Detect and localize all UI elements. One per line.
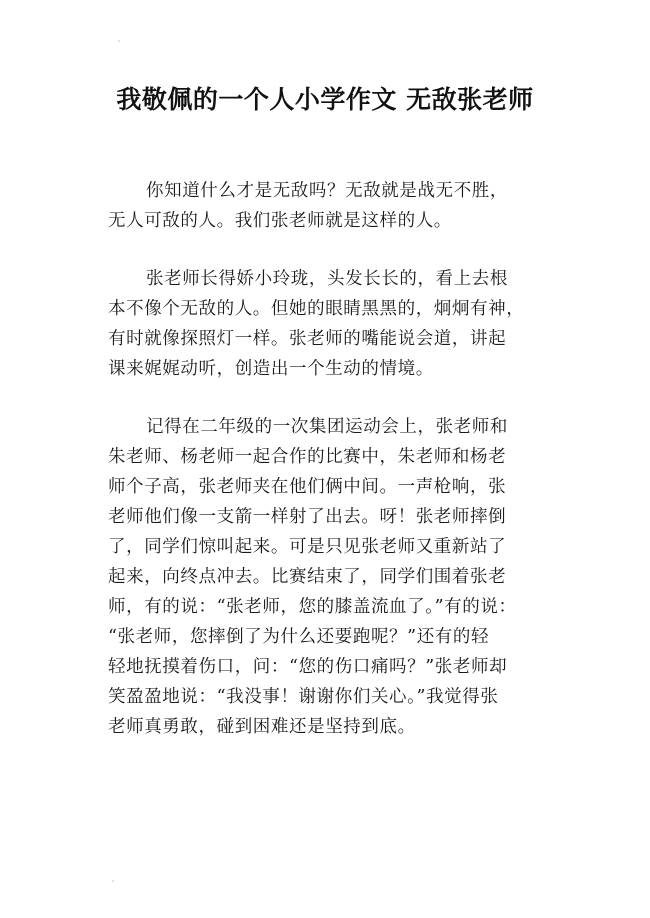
paragraph-line: 老师他们像一支箭一样射了出去。呀！张老师摔倒 — [108, 507, 507, 527]
paragraph-line: 起来，向终点冲去。比赛结束了，同学们围着张老 — [108, 567, 507, 587]
document-title: 我敬佩的一个人小学作文 无敌张老师 — [116, 85, 534, 114]
paragraph-line: 笑盈盈地说：“我没事！谢谢你们关心。”我觉得张 — [108, 687, 499, 707]
paragraph-line: 有时就像探照灯一样。张老师的嘴能说会道，讲起 — [108, 329, 507, 349]
paragraph-line: “张老师，您摔倒了为什么还要跑呢？”还有的轻 — [108, 627, 490, 647]
paragraph-line: 张老师长得娇小玲珑，头发长长的，看上去根 — [146, 269, 508, 289]
paragraph-line: 无人可敌的人。我们张老师就是这样的人。 — [108, 211, 452, 231]
document-body — [108, 176, 544, 770]
paragraph-3 — [108, 412, 544, 742]
paragraph-2 — [108, 264, 544, 384]
paragraph-line: 了，同学们惊叫起来。可是只见张老师又重新站了 — [108, 537, 507, 557]
paragraph-1 — [108, 176, 544, 236]
paragraph-line: 记得在二年级的一次集团运动会上，张老师和 — [146, 417, 508, 437]
paragraph-line: 朱老师、杨老师一起合作的比赛中，朱老师和杨老 — [108, 447, 507, 467]
paragraph-line: 师个子高，张老师夹在他们俩中间。一声枪响，张 — [108, 477, 507, 497]
scan-speck — [118, 40, 120, 42]
paragraph-line: 老师真勇敢，碰到困难还是坚持到底。 — [108, 717, 416, 737]
paragraph-line: 师，有的说：“张老师，您的膝盖流血了。”有的说： — [108, 597, 517, 617]
paragraph-line: 你知道什么才是无敌吗？无敌就是战无不胜， — [146, 181, 508, 201]
paragraph-line: 轻地抚摸着伤口，问：“您的伤口痛吗？”张老师却 — [108, 657, 508, 677]
scan-speck — [112, 880, 114, 882]
paragraph-line: 课来娓娓动听，创造出一个生动的情境。 — [108, 359, 434, 379]
paragraph-line: 本不像个无敌的人。但她的眼睛黑黑的，炯炯有神， — [108, 299, 525, 319]
